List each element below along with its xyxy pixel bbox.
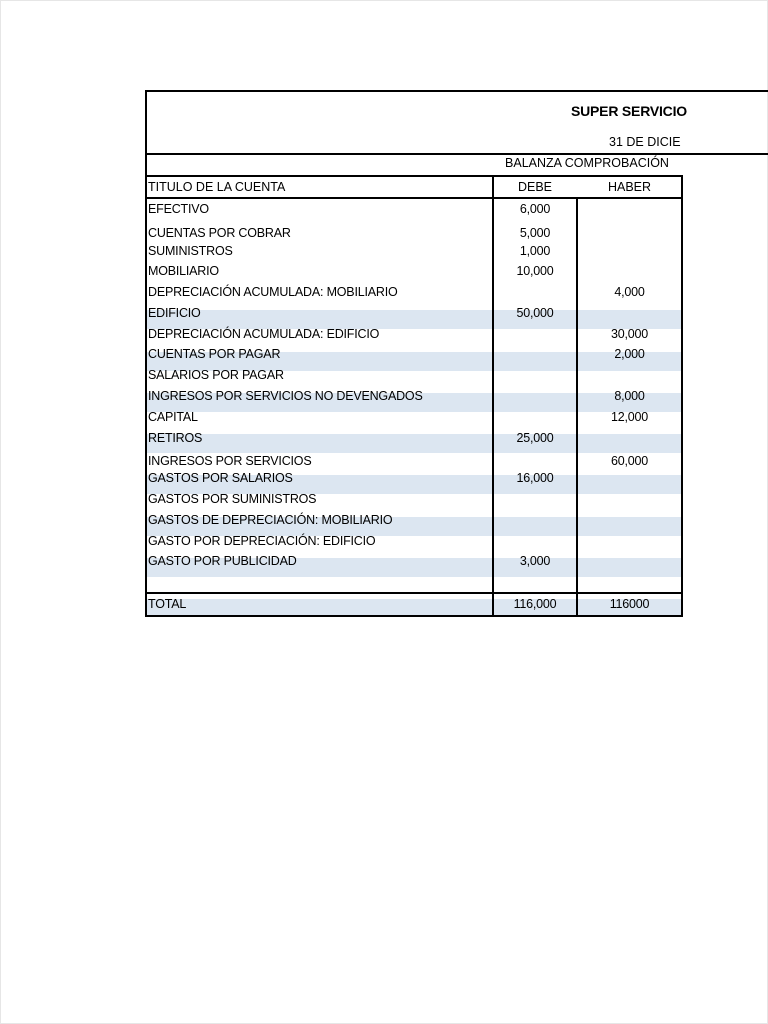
table-row (145, 224, 768, 243)
column-header-debe: DEBE (517, 180, 553, 194)
account-name: GASTO POR PUBLICIDAD (148, 554, 297, 568)
haber-value: 60,000 (610, 454, 649, 468)
table-border-top (145, 90, 768, 92)
haber-value: 8,000 (614, 389, 645, 403)
haber-value: 12,000 (610, 410, 649, 424)
table-border-bottom (145, 615, 683, 617)
total-debe: 116,000 (513, 597, 557, 611)
debe-value: 16,000 (516, 471, 554, 485)
debe-column-border (492, 175, 494, 617)
debe-value: 25,000 (516, 431, 554, 445)
account-name: DEPRECIACIÓN ACUMULADA: MOBILIARIO (148, 285, 398, 299)
haber-column-border (576, 197, 578, 617)
table-row (145, 490, 768, 509)
account-name: SUMINISTROS (148, 244, 233, 258)
total-label: TOTAL (148, 597, 187, 611)
account-name: DEPRECIACIÓN ACUMULADA: EDIFICIO (148, 327, 380, 341)
table-row (145, 242, 768, 261)
account-name: CAPITAL (148, 410, 198, 424)
haber-right-border (681, 175, 683, 617)
table-row (145, 573, 768, 592)
company-title: SUPER SERVICIO (571, 103, 687, 119)
section-divider (145, 175, 683, 177)
debe-value: 50,000 (516, 306, 554, 320)
column-header-haber: HABER (607, 180, 652, 194)
column-header-account: TITULO DE LA CUENTA (148, 180, 286, 194)
debe-value: 5,000 (519, 226, 551, 240)
table-row (145, 511, 768, 530)
account-name: MOBILIARIO (148, 264, 219, 278)
table-row (145, 408, 768, 427)
account-name: EDIFICIO (148, 306, 201, 320)
haber-value: 2,000 (614, 347, 645, 361)
table-row (145, 469, 768, 488)
table-row (145, 345, 768, 364)
debe-value: 3,000 (519, 554, 551, 568)
table-row (145, 552, 768, 571)
date-subtitle: 31 DE DICIE (609, 135, 681, 149)
table-row (145, 304, 768, 323)
column-header-divider (145, 197, 683, 199)
account-name: GASTOS POR SALARIOS (148, 471, 293, 485)
debe-value: 10,000 (516, 264, 554, 278)
table-row (145, 387, 768, 406)
account-name: GASTO POR DEPRECIACIÓN: EDIFICIO (148, 534, 376, 548)
table-row (145, 325, 768, 344)
total-haber: 116000 (609, 597, 650, 611)
account-name: RETIROS (148, 431, 203, 445)
account-name: GASTOS DE DEPRECIACIÓN: MOBILIARIO (148, 513, 393, 527)
haber-value: 4,000 (614, 285, 645, 299)
total-divider (145, 592, 683, 594)
table-row (145, 532, 768, 551)
account-name: EFECTIVO (148, 202, 209, 216)
table-row (145, 200, 768, 219)
header-divider (145, 153, 768, 155)
debe-value: 1,000 (519, 244, 551, 258)
trial-balance-sheet (145, 90, 768, 617)
table-row (145, 366, 768, 385)
account-name: INGRESOS POR SERVICIOS NO DEVENGADOS (148, 389, 423, 403)
debe-value: 6,000 (519, 202, 551, 216)
account-name: SALARIOS POR PAGAR (148, 368, 284, 382)
account-name: CUENTAS POR COBRAR (148, 226, 291, 240)
table-border-left (145, 90, 147, 617)
account-name: INGRESOS POR SERVICIOS (148, 454, 312, 468)
haber-value: 30,000 (610, 327, 649, 341)
account-name: CUENTAS POR PAGAR (148, 347, 281, 361)
table-row (145, 283, 768, 302)
total-row (145, 595, 768, 614)
section-title: BALANZA COMPROBACIÓN (505, 156, 669, 170)
table-row (145, 262, 768, 281)
table-row (145, 429, 768, 448)
account-name: GASTOS POR SUMINISTROS (148, 492, 317, 506)
